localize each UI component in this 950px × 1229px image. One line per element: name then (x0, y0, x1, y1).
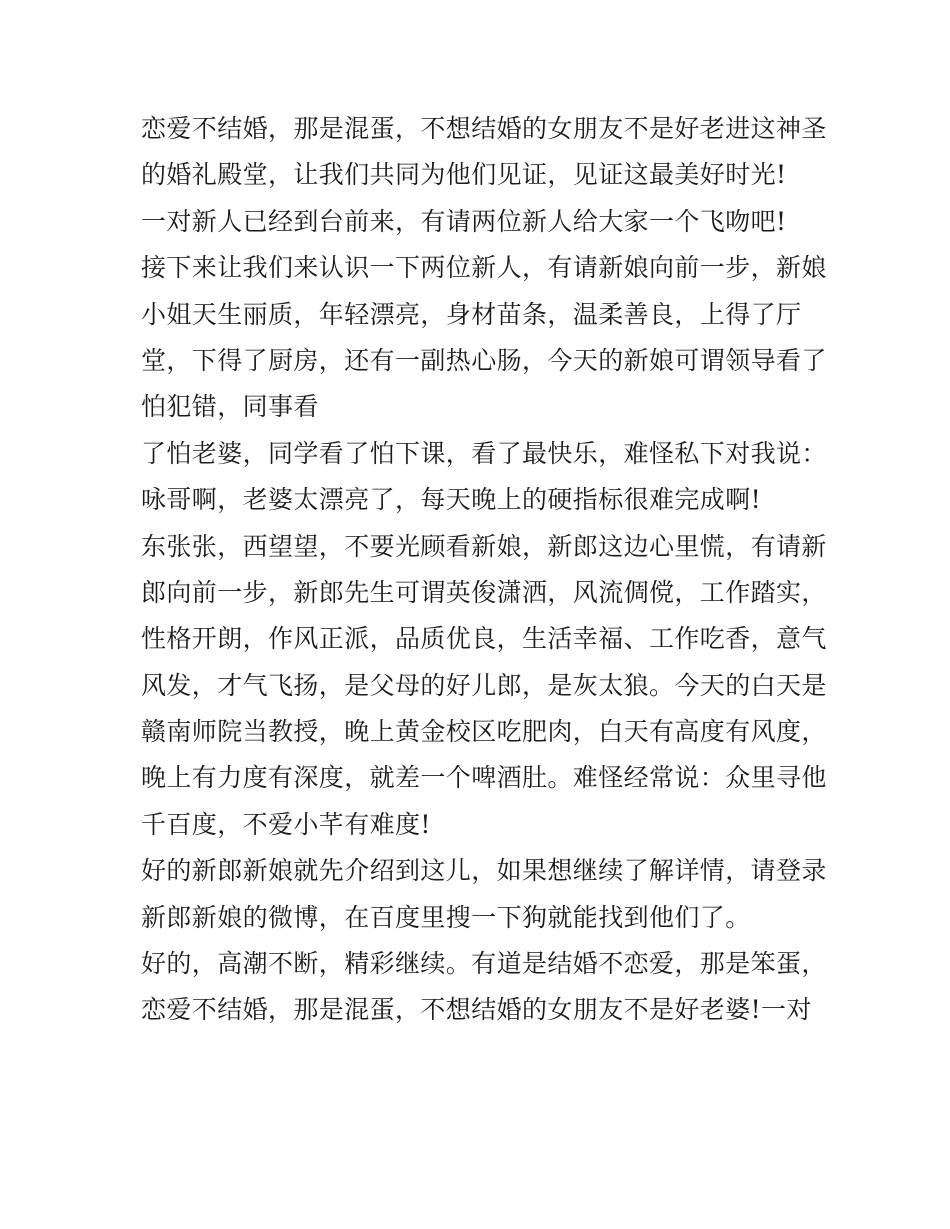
text-line: 咏哥啊，老婆太漂亮了，每天晚上的硬指标很难完成啊! (141, 485, 762, 515)
text-line: 的婚礼殿堂，让我们共同为他们见证，见证这最美好时光! (141, 160, 787, 190)
text-line: 小姐天生丽质，年轻漂亮，身材苗条，温柔善良，上得了厅 (141, 299, 802, 329)
text-line: 好的，高潮不断，精彩继续。有道是结婚不恋爱，那是笨蛋， (141, 949, 827, 979)
text-line: 风发，才气飞扬，是父母的好儿郎，是灰太狼。今天的白天是 (141, 670, 827, 700)
text-line: 东张张，西望望，不要光顾看新娘，新郎这边心里慌，有请新 (141, 531, 827, 561)
text-line: 新郎新娘的微博，在百度里搜一下狗就能找到他们了。 (141, 902, 751, 932)
text-line: 性格开朗，作风正派，品质优良，生活幸福、工作吃香，意气 (141, 624, 827, 654)
text-line: 赣南师院当教授，晚上黄金校区吃肥肉，白天有高度有风度， (141, 717, 827, 747)
text-line: 一对新人已经到台前来，有请两位新人给大家一个飞吻吧! (141, 206, 787, 236)
text-line: 郎向前一步，新郎先生可谓英俊潇洒，风流倜傥，工作踏实， (141, 577, 827, 607)
text-line: 晚上有力度有深度，就差一个啤酒肚。难怪经常说：众里寻他 (141, 763, 827, 793)
document-body (141, 106, 827, 1034)
text-line: 接下来让我们来认识一下两位新人，有请新娘向前一步，新娘 (141, 253, 827, 283)
text-line: 怕犯错，同事看 (141, 392, 319, 422)
text-line: 好的新郎新娘就先介绍到这儿，如果想继续了解详情，请登录 (141, 856, 827, 886)
text-line: 恋爱不结婚，那是混蛋，不想结婚的女朋友不是好老婆!一对 (141, 995, 812, 1025)
text-line: 千百度，不爱小芊有难度! (141, 809, 431, 839)
text-line: 恋爱不结婚，那是混蛋，不想结婚的女朋友不是好老进这神圣 (141, 114, 827, 143)
text-line: 了怕老婆，同学看了怕下课，看了最快乐，难怪私下对我说： (141, 438, 827, 468)
text-line: 堂，下得了厨房，还有一副热心肠，今天的新娘可谓领导看了 (141, 345, 827, 375)
